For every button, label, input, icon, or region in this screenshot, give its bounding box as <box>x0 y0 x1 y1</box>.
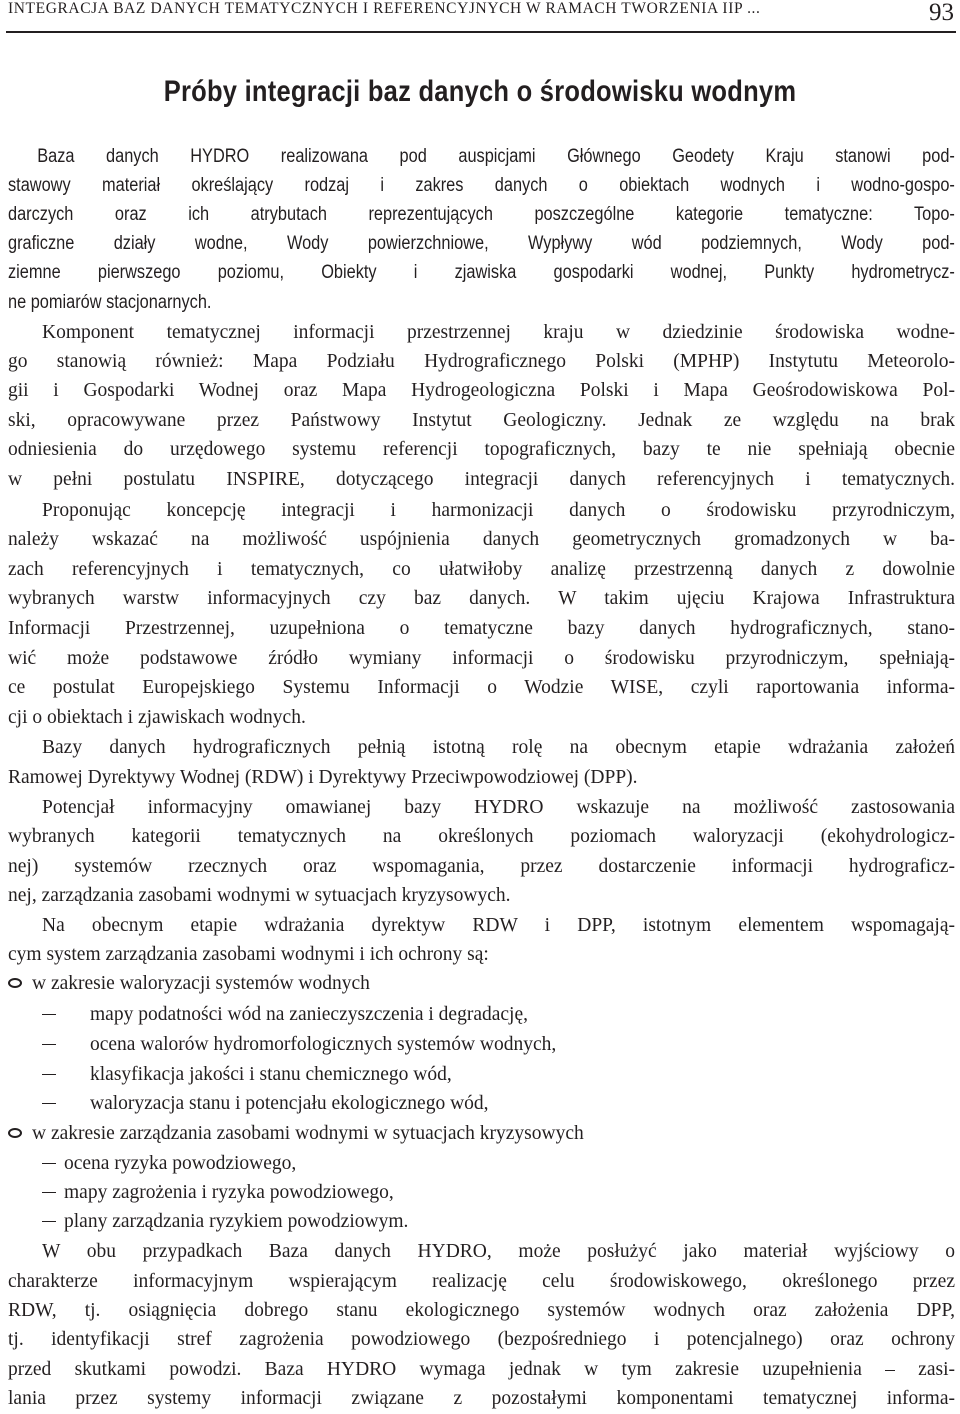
text-line: ziemne pierwszego poziomu, Obiekty i zjawiska gospodarki wodnej, Punkty hydrometrycz- <box>8 262 955 283</box>
list-item: waloryzacja stanu i potencjału ekologicznego wód, <box>8 1089 955 1118</box>
dash-icon <box>42 1074 56 1075</box>
list-item: mapy podatności wód na zanieczyszczenia i degradację, <box>8 1000 955 1029</box>
text-line: darczych oraz ich atrybutach reprezentujących poszczególne kategorie tematyczne: Topo- <box>8 204 955 225</box>
text-line: przed skutkami powodzi. Baza HYDRO wymaga jednak w tym zakresie uzupełnienia – zasi- <box>8 1359 955 1380</box>
text-line: nej, zarządzania zasobami wodnymi w sytuacjach kryzysowych. <box>8 885 511 906</box>
text-line: ce postulat Europejskiego Systemu Informacji o Wodzie WISE, czyli raportowania informa- <box>8 677 955 698</box>
text-line: nej) systemów rzecznych oraz wspomagania, przez dostarczenie informacji hydrograficz- <box>8 856 955 877</box>
list-item: plany zarządzania ryzykiem powodziowym. <box>8 1207 955 1236</box>
bullet-icon <box>8 1128 22 1138</box>
list-item: mapy zagrożenia i ryzyka powodziowego, <box>8 1178 955 1207</box>
list-item: w zakresie zarządzania zasobami wodnymi w sytuacjach kryzysowych <box>8 1119 955 1148</box>
text-line: zach referencyjnych i tematycznych, co ułatwiłoby analizę przestrzenną danych z dowolnie <box>8 559 955 580</box>
text-line: Informacji Przestrzennej, uzupełniona o tematyczne bazy danych hydrograficznych, stano- <box>8 618 955 639</box>
text-line: Baza danych HYDRO realizowana pod auspicjami Głównego Geodety Kraju stanowi pod- <box>37 146 955 167</box>
text-line: graficzne działy wodne, Wody powierzchniowe, Wypływy wód podziemnych, Wody pod- <box>8 233 955 254</box>
text-line: Ramowej Dyrektywy Wodnej (RDW) i Dyrektywy Przeciwpowodziowej (DPP). <box>8 767 638 788</box>
text-line: Komponent tematycznej informacji przestrzennej kraju w dziedzinie środowiska wodne- <box>42 322 955 343</box>
text-line: wić może podstawowe źródło wymiany informacji o środowisku przyrodniczym, spełniają- <box>8 648 955 669</box>
text-line: gii i Gospodarki Wodnej oraz Mapa Hydrogeologiczna Polski i Mapa Geośrodowiskowa Pol- <box>8 380 955 401</box>
text-line: wybranych warstw informacyjnych czy baz danych. W takim ujęciu Krajowa Infrastruktura <box>8 588 955 609</box>
dash-icon <box>42 1163 56 1164</box>
text-line: odniesienia do urzędowego systemu referencji topograficznych, bazy te nie spełniają obecnie <box>8 439 955 460</box>
text-line: Potencjał informacyjny omawianej bazy HYDRO wskazuje na możliwość zastosowania <box>42 797 955 818</box>
header-rule <box>6 31 956 33</box>
page-number: 93 <box>929 0 954 26</box>
dash-icon <box>42 1044 56 1045</box>
text-line: Na obecnym etapie wdrażania dyrektyw RDW i DPP, istotnym elementem wspomagają- <box>42 915 955 936</box>
text-line: W obu przypadkach Baza danych HYDRO, może posłużyć jako materiał wyjściowy o <box>42 1241 955 1262</box>
text-line: ski, opracowywane przez Państwowy Instytut Geologiczny. Jednak ze względu na brak <box>8 410 955 431</box>
text-line: należy wskazać na możliwość uspójnienia danych geometrycznych gromadzonych w ba- <box>8 529 955 550</box>
text-line: RDW, tj. osiągnięcia dobrego stanu ekologicznego systemów wodnych oraz założenia DPP, <box>8 1300 955 1321</box>
dash-icon <box>42 1014 56 1015</box>
list-item: klasyfikacja jakości i stanu chemicznego wód, <box>8 1060 955 1089</box>
text-line: charakterze informacyjnym wspierającym realizację celu środowiskowego, określonego przez <box>8 1271 955 1292</box>
bullet-icon <box>8 978 22 988</box>
text-line: w pełni postulatu INSPIRE, dotyczącego integracji danych referencyjnych i tematycznych. <box>8 469 955 490</box>
dash-icon <box>42 1103 56 1104</box>
running-header: INTEGRACJA BAZ DANYCH TEMATYCZNYCH I REFERENCYJNYCH W RAMACH TWORZENIA IIP ... <box>8 0 761 17</box>
text-line: tj. identyfikacji stref zagrożenia powodziowego (bezpośredniego i potencjalnego) oraz ochrony <box>8 1329 955 1350</box>
dash-icon <box>42 1221 56 1222</box>
list-item: ocena ryzyka powodziowego, <box>8 1149 955 1178</box>
text-line: Proponując koncepcję integracji i harmonizacji danych o środowisku przyrodniczym, <box>42 500 955 521</box>
text-line: go stanowią również: Mapa Podziału Hydrograficznego Polski (MPHP) Instytutu Meteorolo- <box>8 351 955 372</box>
text-line: stawowy materiał określający rodzaj i zakres danych o obiektach wodnych i wodno-gospo- <box>8 175 955 196</box>
section-title: Próby integracji baz danych o środowisku wodnym <box>163 75 797 108</box>
text-line: cym system zarządzania zasobami wodnymi i ich ochrony są: <box>8 944 489 965</box>
text-line: ne pomiarów stacjonarnych. <box>8 292 212 313</box>
text-line: cji o obiektach i zjawiskach wodnych. <box>8 707 306 728</box>
text-line: lania przez systemy informacji związane z pozostałymi komponentami tematycznej informa- <box>8 1388 955 1409</box>
dash-icon <box>42 1192 56 1193</box>
list-item: ocena walorów hydromorfologicznych systemów wodnych, <box>8 1030 955 1059</box>
text-line: Bazy danych hydrograficznych pełnią istotną rolę na obecnym etapie wdrażania założeń <box>42 737 955 758</box>
list-item: w zakresie waloryzacji systemów wodnych <box>8 969 955 998</box>
text-line: wybranych kategorii tematycznych na określonych poziomach waloryzacji (ekohydrologicz- <box>8 826 955 847</box>
